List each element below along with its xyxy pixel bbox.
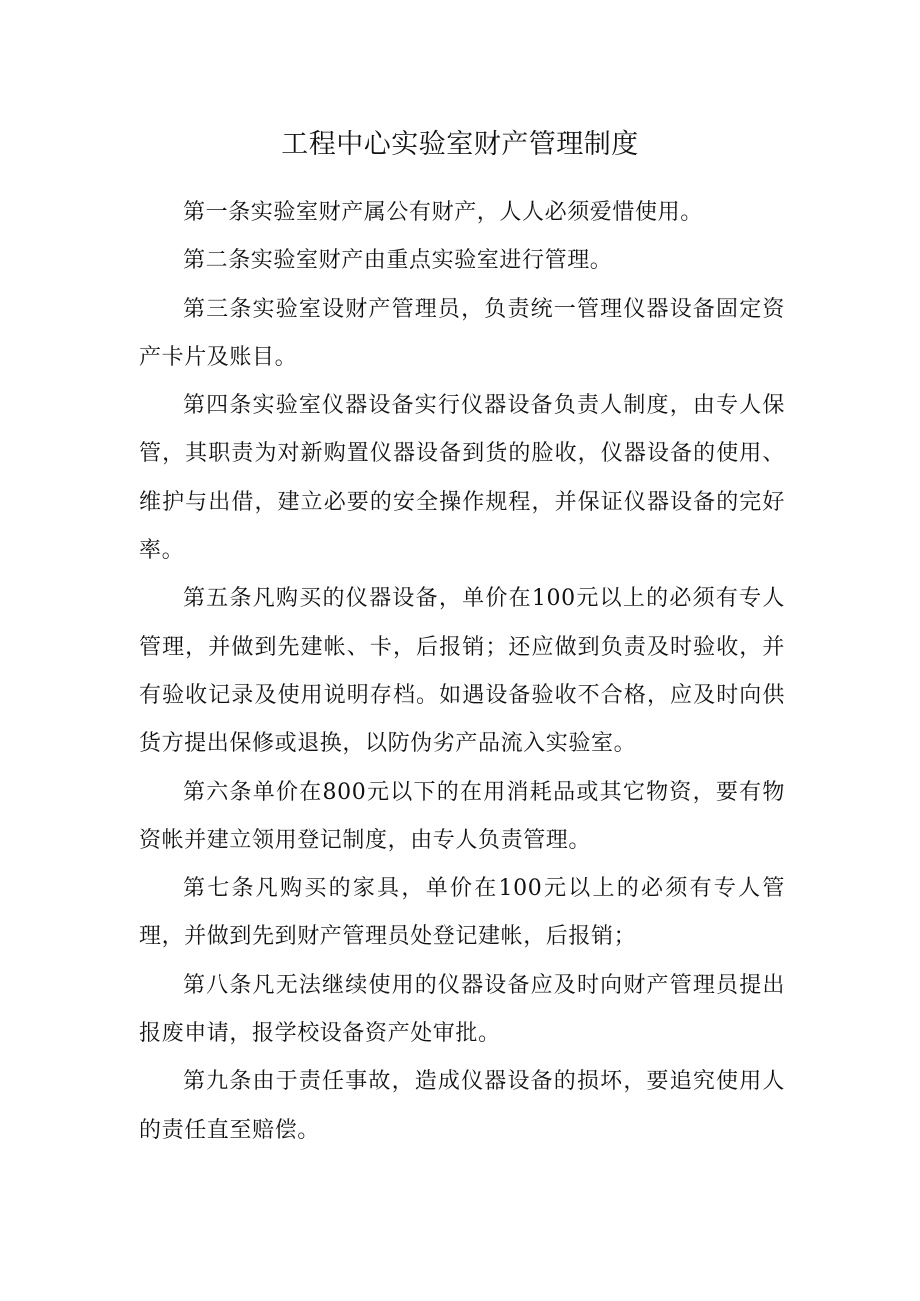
article-5: 第五条凡购买的仪器设备，单价在100元以上的必须有专人管理，并做到先建帐、卡，后报销；还应做到负责及时验收，并有验收记录及使用说明存档。如遇设备验收不合格，应及时向供货方提出保修或退换，以防伪劣产品流入实验室。 [139, 586, 785, 757]
article-4: 第四条实验室仪器设备实行仪器设备负责人制度，由专人保管，其职责为对新购置仪器设备到货的脸收，仪器设备的使用、维护与出借，建立必要的安全操作规程，并保证仪器设备的完好率。 [139, 393, 785, 564]
article-1: 第一条实验室财产属公有财产，人人必须爱惜使用。 [183, 200, 703, 225]
article-3: 第三条实验室设财产管理员，负责统一管理仪器设备固定资产卡片及账目。 [139, 296, 785, 370]
article-6: 第六条单价在800元以下的在用消耗品或其它物资，要有物资帐并建立领用登记制度，由专人负责管理。 [139, 779, 785, 853]
article-9: 第九条由于责任事故，造成仪器设备的损坏，要追究使用人的责任直至赔偿。 [139, 1069, 785, 1143]
article-list [139, 189, 785, 1155]
article-2: 第二条实验室财产由重点实验室进行管理。 [183, 248, 613, 274]
document-title: 工程中心实验室财产管理制度 [281, 129, 639, 160]
article-7: 第七条凡购买的家具，单价在100元以上的必须有专人管理，并做到先到财产管理员处登记建帐，后报销； [139, 876, 785, 950]
article-8: 第八条凡无法继续使用的仪器设备应及时向财产管理员提出报废申请，报学校设备资产处审批。 [139, 972, 785, 1047]
